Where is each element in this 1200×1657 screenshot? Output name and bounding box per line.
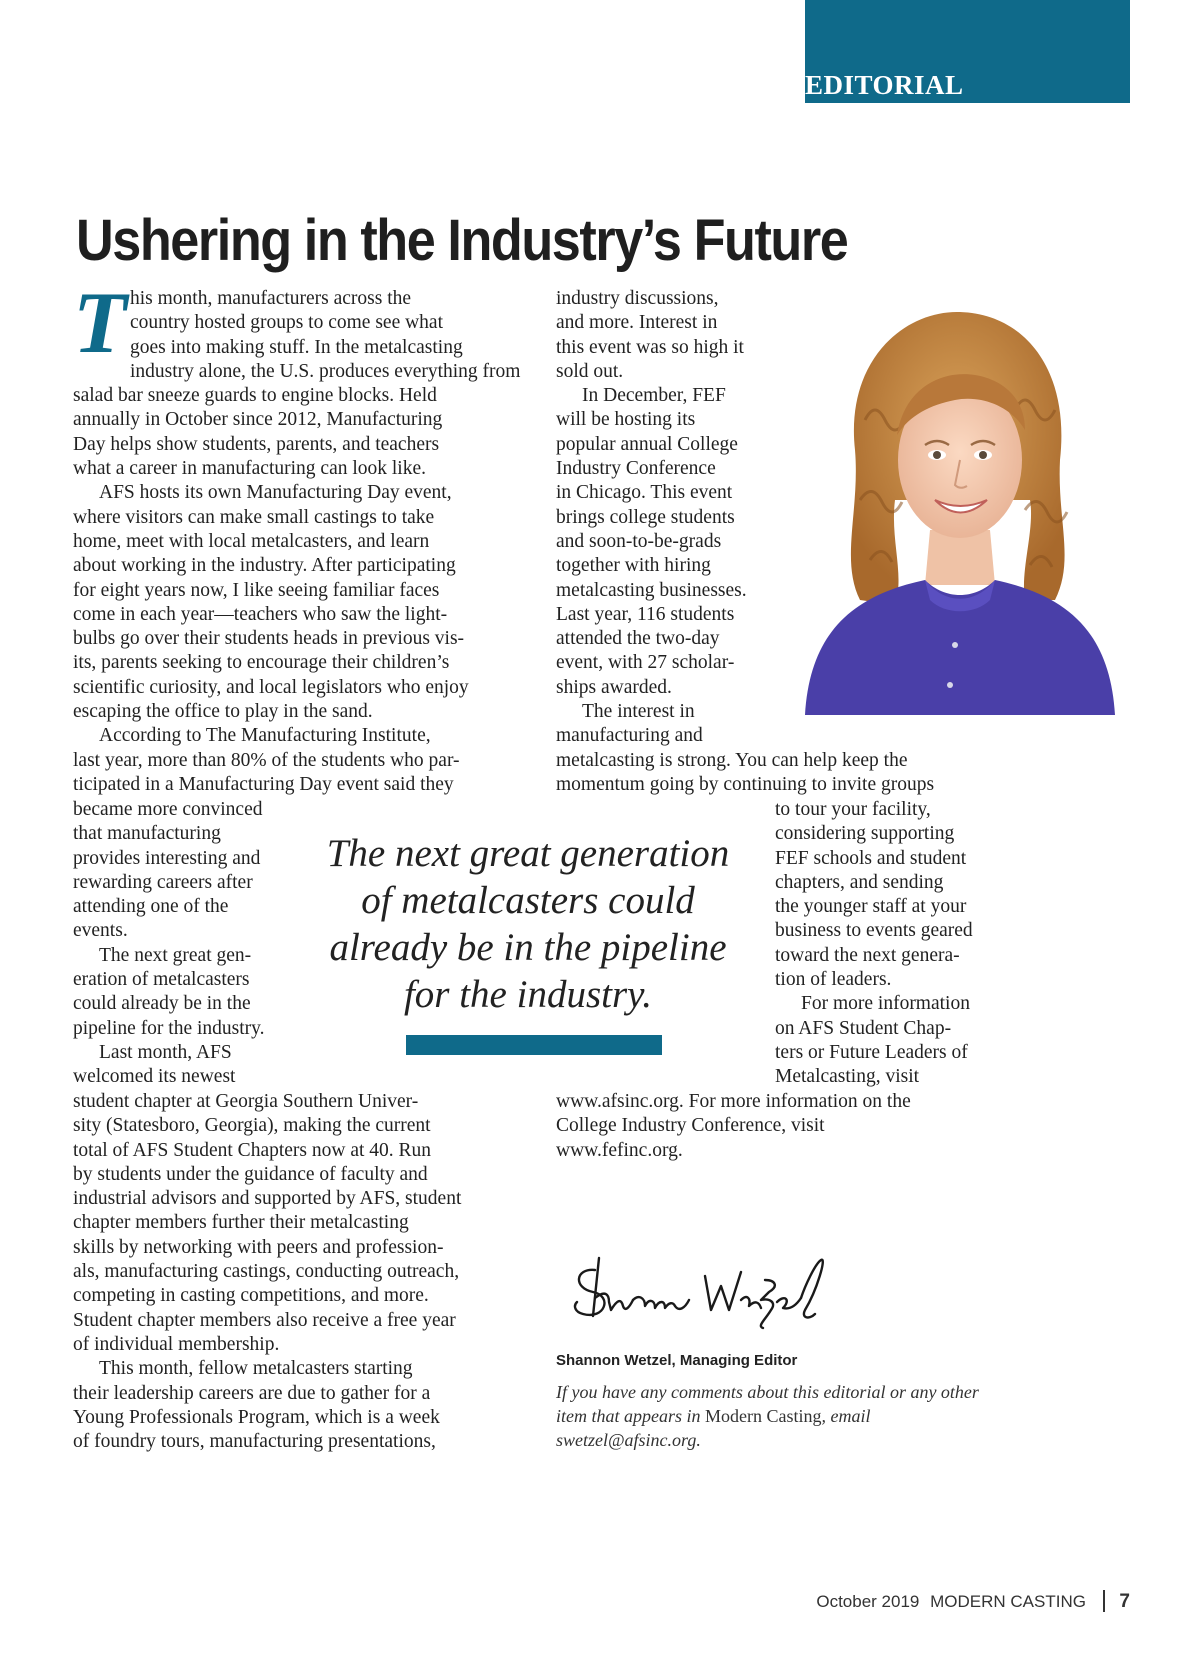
pull-quote [318, 830, 738, 1018]
publication-name: Modern Casting [705, 1406, 822, 1426]
text-line: chapter members further their metalcasting [73, 1212, 409, 1234]
text-line: popular annual College [556, 433, 738, 455]
text-line: business to events geared [775, 920, 973, 942]
text-line: Young Professionals Program, which is a week [73, 1406, 440, 1428]
text-line: ships awarded. [556, 676, 672, 698]
drop-cap: T [73, 275, 127, 372]
column-2-narrow [775, 798, 1005, 1090]
text-line: will be hosting its [556, 409, 696, 431]
column-2-top [556, 287, 786, 749]
footer-magazine: MODERN CASTING [930, 1592, 1086, 1611]
pull-quote-bar [406, 1035, 662, 1055]
text-line: attending one of the [73, 896, 229, 918]
text-line: considering supporting [775, 823, 955, 845]
page-number: 7 [1119, 1591, 1130, 1612]
text-line: escaping the office to play in the sand. [73, 701, 373, 723]
contact-note-email: , email swetzel@afsinc.org. [556, 1406, 871, 1450]
text-line: student chapter at Georgia Southern Univer- [73, 1091, 419, 1112]
text-line: tion of leaders. [775, 969, 892, 991]
text-line: events. [73, 920, 128, 942]
text-line: momentum going by continuing to invite groups [556, 774, 935, 796]
text-line: event, with 27 scholar- [556, 652, 735, 674]
page-footer [816, 1590, 1130, 1613]
pull-quote-line: for the industry. [403, 973, 653, 1016]
column-2-bottom [556, 1090, 1006, 1163]
text-line: where visitors can make small castings to take [73, 506, 435, 528]
article-title: Ushering in the Industry’s Future [76, 208, 848, 273]
text-line: for eight years now, I like seeing familiar faces [73, 579, 440, 601]
text-line: Last year, 116 students [556, 603, 735, 625]
text-line: provides interesting and [73, 847, 261, 869]
pull-quote-line: already be in the pipeline [329, 926, 727, 969]
text-line: sold out. [556, 360, 624, 382]
text-line: The next great gen- [99, 944, 252, 966]
text-line: metalcasting is strong. You can help keep the [556, 750, 908, 771]
text-line: skills by networking with peers and profession- [73, 1236, 444, 1258]
text-line: According to The Manufacturing Institute, [99, 725, 431, 747]
editor-signature [565, 1250, 835, 1330]
text-line: brings college students [556, 506, 735, 528]
text-line: Metalcasting, visit [775, 1066, 920, 1088]
text-line: in Chicago. This event [556, 482, 733, 504]
text-line: attended the two-day [556, 628, 720, 650]
editor-byline: Shannon Wetzel, Managing Editor [556, 1352, 798, 1369]
text-line: salad bar sneeze guards to engine blocks. Held [73, 385, 437, 407]
text-line: of individual membership. [73, 1333, 280, 1355]
text-line: the younger staff at your [775, 896, 967, 918]
text-line: by students under the guidance of faculty and [73, 1163, 428, 1185]
text-line: FEF schools and student [775, 847, 967, 869]
text-line: could already be in the [73, 993, 251, 1015]
text-line: total of AFS Student Chapters now at 40. Run [73, 1139, 432, 1161]
text-line: country hosted groups to come see what [130, 312, 444, 334]
text-line: manufacturing and [556, 725, 703, 747]
text-line: Industry Conference [556, 458, 716, 480]
text-line: sity (Statesboro, Georgia), making the current [73, 1115, 431, 1137]
text-line: scientific curiosity, and local legislators who enjoy [73, 676, 469, 698]
text-line: his month, manufacturers across the [130, 288, 412, 309]
text-line: metalcasting businesses. [556, 579, 747, 601]
text-line: Student chapter members also receive a free year [73, 1309, 456, 1331]
text-line: toward the next genera- [775, 944, 960, 966]
text-line: als, manufacturing castings, conducting outreach, [73, 1261, 460, 1283]
text-line: goes into making stuff. In the metalcasting [130, 336, 463, 358]
text-line: this event was so high it [556, 336, 744, 358]
text-line: rewarding careers after [73, 871, 253, 893]
text-line: Last month, AFS [99, 1041, 232, 1063]
text-line: ters or Future Leaders of [775, 1041, 968, 1063]
editor-photo [785, 300, 1130, 715]
text-line: For more information [801, 993, 970, 1015]
text-line: its, parents seeking to encourage their children’s [73, 652, 450, 674]
text-line: about working in the industry. After participating [73, 555, 456, 577]
text-line: of foundry tours, manufacturing presentations, [73, 1431, 436, 1453]
text-line: together with hiring [556, 555, 711, 577]
text-line: ticipated in a Manufacturing Day event said they [73, 773, 454, 795]
text-line: home, meet with local metalcasters, and learn [73, 530, 430, 552]
column-1-bottom [73, 1090, 523, 1454]
text-line: industry discussions, [556, 288, 719, 309]
text-line: and more. Interest in [556, 312, 718, 334]
pull-quote-line: of metalcasters could [361, 879, 695, 922]
text-line: eration of metalcasters [73, 969, 250, 991]
section-tab-label: EDITORIAL [805, 70, 964, 100]
text-line: on AFS Student Chap- [775, 1017, 952, 1039]
text-line: that manufacturing [73, 823, 221, 845]
text-line: pipeline for the industry. [73, 1017, 265, 1039]
text-line: became more convinced [73, 799, 263, 820]
footer-date: October 2019 [816, 1592, 920, 1611]
text-line: chapters, and sending [775, 871, 944, 893]
text-line: annually in October since 2012, Manufacturing [73, 409, 443, 431]
text-line: competing in casting competitions, and more. [73, 1285, 429, 1307]
text-line: to tour your facility, [775, 799, 931, 820]
text-line: The interest in [582, 701, 695, 723]
column-1-top [73, 275, 523, 797]
text-line: www.fefinc.org. [556, 1139, 683, 1161]
text-line: AFS hosts its own Manufacturing Day event, [99, 482, 452, 504]
text-line: www.afsinc.org. For more information on the [556, 1091, 911, 1112]
section-tab [805, 0, 1130, 103]
pull-quote-line: The next great generation [326, 832, 730, 875]
footer-separator [1103, 1590, 1105, 1612]
text-line: College Industry Conference, visit [556, 1115, 825, 1137]
text-line: Day helps show students, parents, and teachers [73, 433, 440, 455]
text-line: In December, FEF [582, 385, 726, 407]
text-line: welcomed its newest [73, 1066, 236, 1088]
text-line: their leadership careers are due to gather for a [73, 1382, 431, 1404]
contact-note [556, 1380, 1006, 1452]
text-line: This month, fellow metalcasters starting [99, 1358, 413, 1380]
column-2-wide [556, 749, 1006, 798]
contact-note-text: If you have any comments about this editorial or any other item that appears in [556, 1382, 979, 1426]
text-line: and soon-to-be-grads [556, 530, 722, 552]
text-line: come in each year—teachers who saw the light- [73, 603, 448, 625]
text-line: industry alone, the U.S. produces everything from [130, 360, 521, 382]
text-line: last year, more than 80% of the students who par- [73, 749, 460, 771]
text-line: industrial advisors and supported by AFS, student [73, 1188, 462, 1210]
text-line: bulbs go over their students heads in previous vis- [73, 628, 465, 650]
text-line: what a career in manufacturing can look like. [73, 458, 427, 480]
column-1-narrow [73, 798, 303, 1090]
